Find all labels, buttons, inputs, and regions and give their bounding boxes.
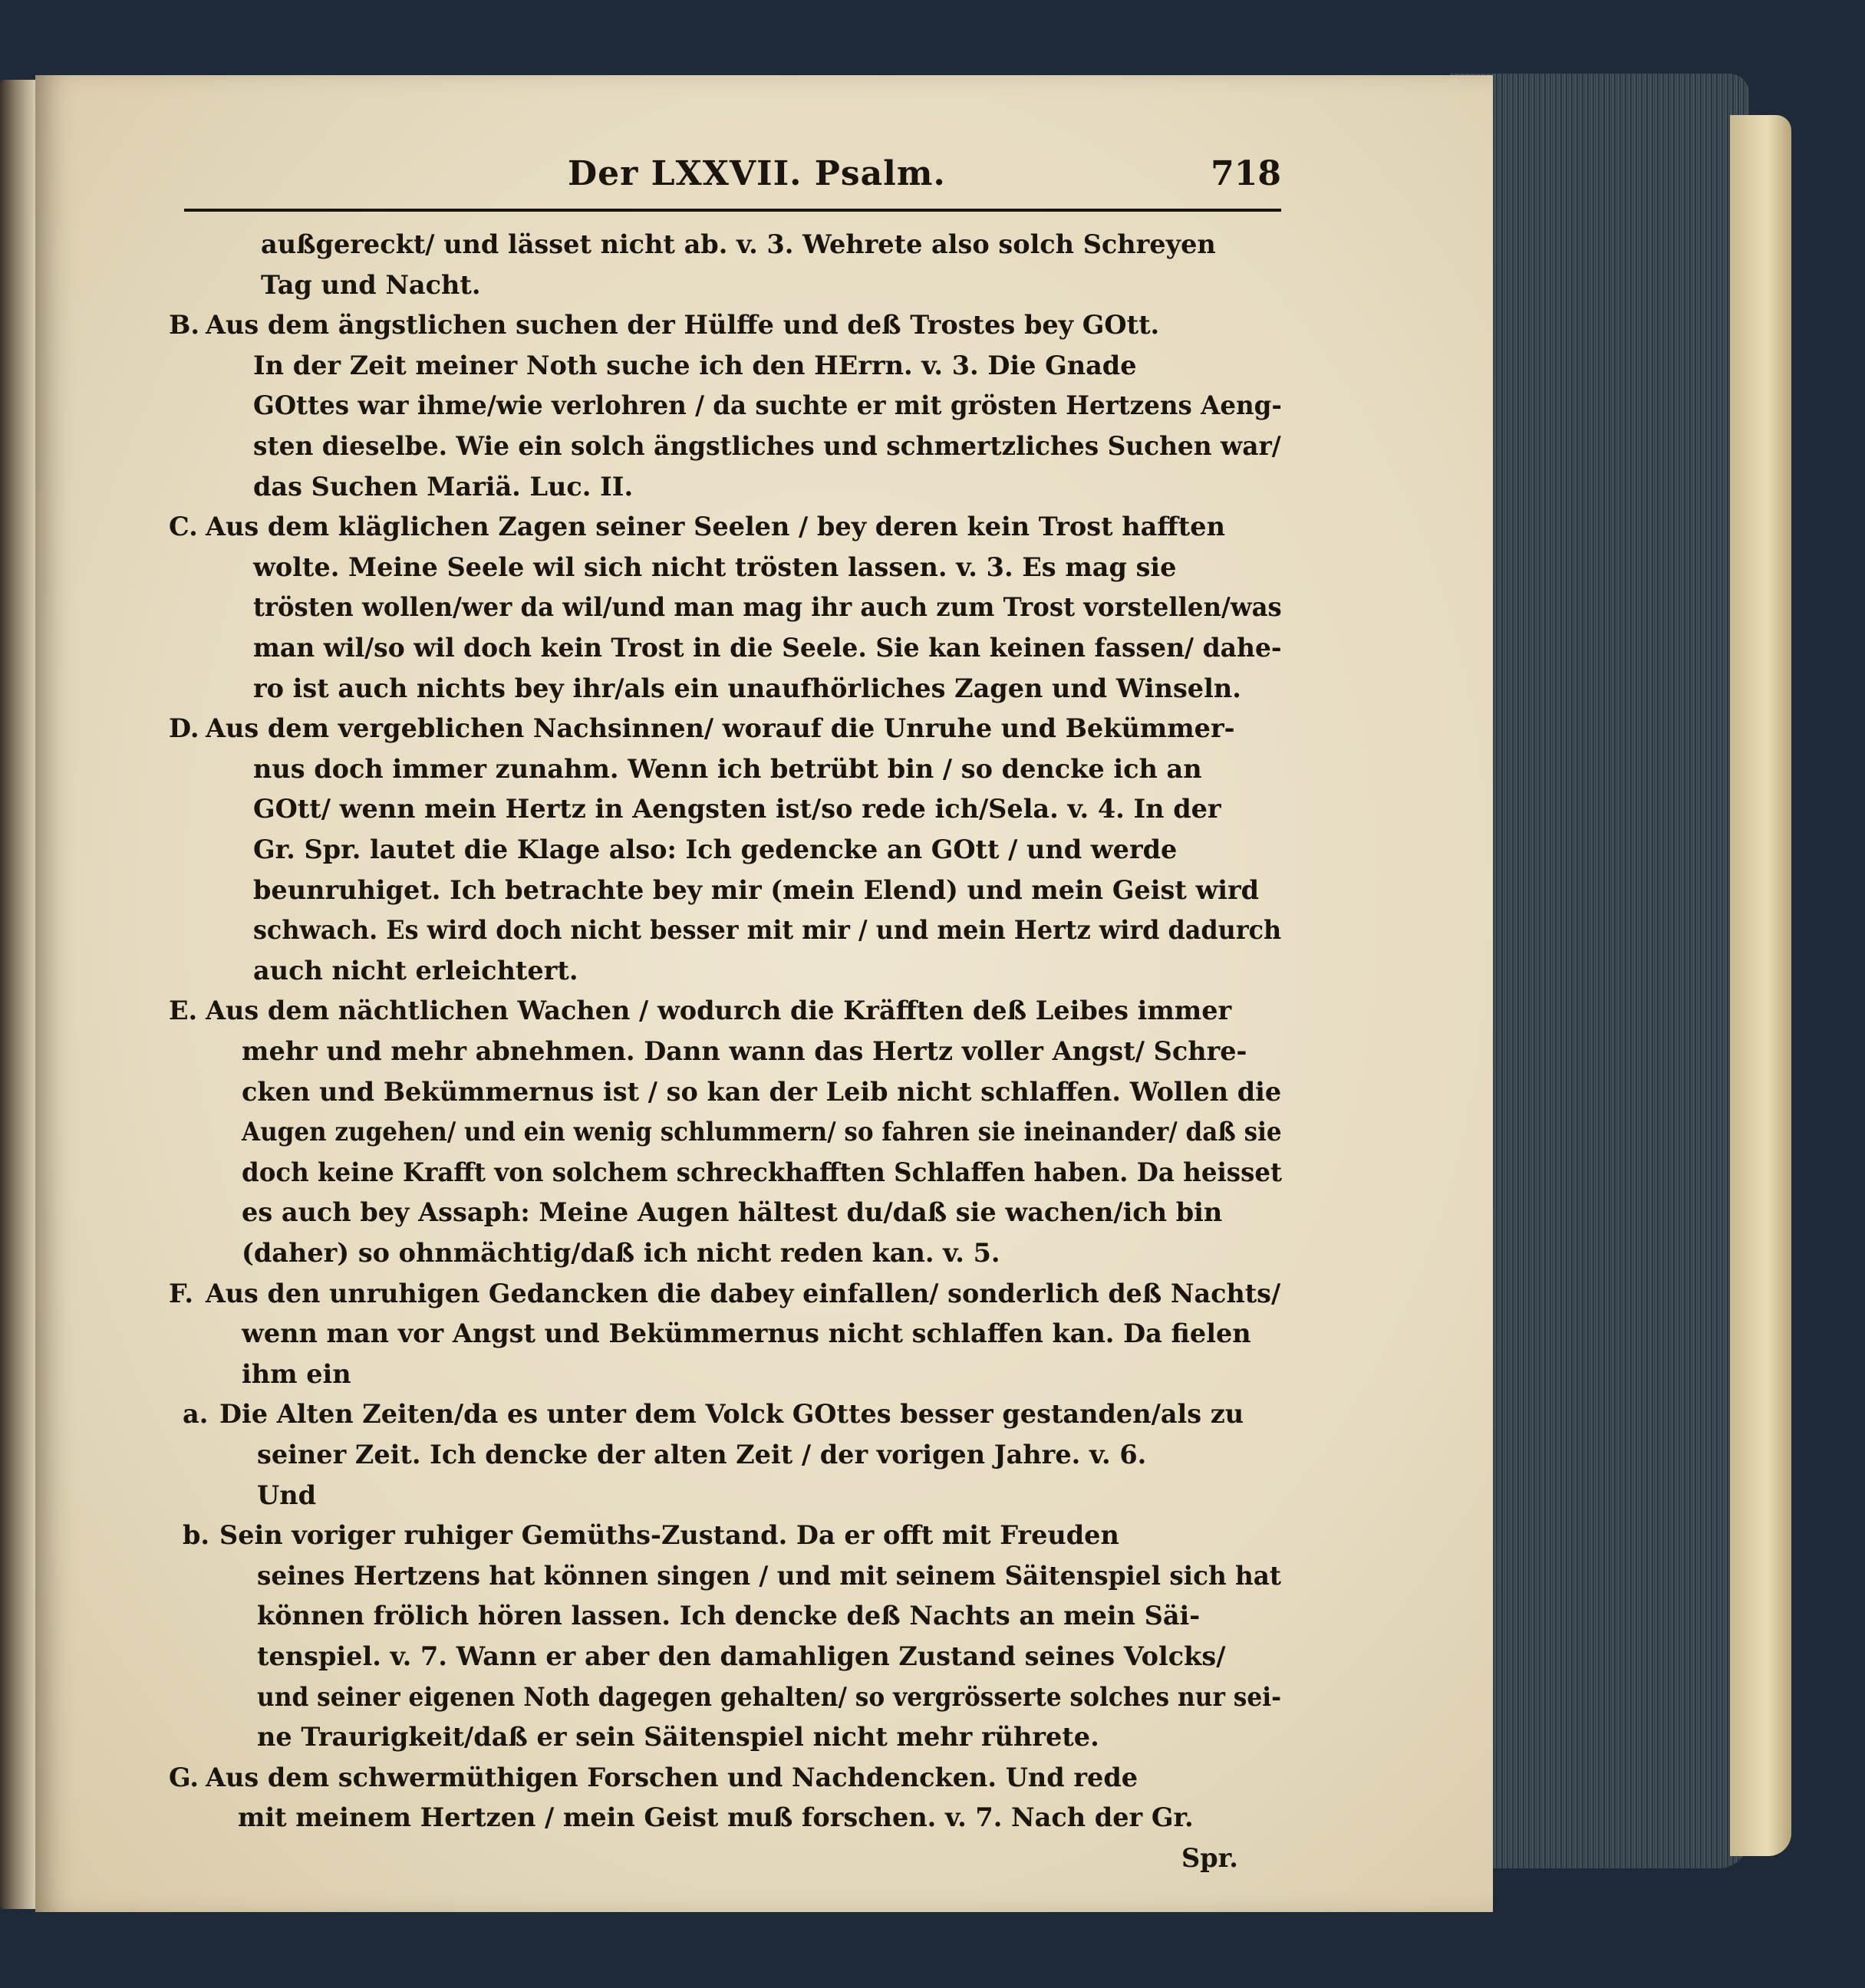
text-line bbox=[169, 1274, 1280, 1314]
text-line bbox=[253, 628, 1282, 668]
text-line bbox=[183, 1394, 1244, 1434]
text-line bbox=[238, 1798, 1194, 1838]
line-text: wenn man vor Angst und Bekümmernus nicht schlaffen kan. Da fielen bbox=[242, 1318, 1251, 1349]
text-line bbox=[261, 265, 481, 305]
text-line bbox=[253, 789, 1221, 829]
line-text: Tag und Nacht. bbox=[261, 269, 481, 300]
text-line bbox=[261, 225, 1216, 265]
line-text: ro ist auch nichts bey ihr/als ein unaufhörliches Zagen und Winseln. bbox=[253, 673, 1241, 703]
text-line bbox=[183, 1516, 1119, 1555]
text-line bbox=[242, 1193, 1222, 1233]
text-line bbox=[253, 588, 1282, 627]
line-text: tenspiel. v. 7. Wann er aber den damahligen Zustand seines Volcks/ bbox=[257, 1641, 1226, 1671]
text-line bbox=[242, 1153, 1282, 1193]
line-text: seines Hertzens hat können singen / und mit seinem Säitenspiel sich hat bbox=[257, 1560, 1281, 1591]
text-line bbox=[253, 951, 578, 991]
section-label: F. bbox=[169, 1278, 193, 1308]
line-text: und seiner eigenen Noth dagegen gehalten/ so vergrösserte solches nur sei- bbox=[257, 1681, 1282, 1712]
line-text: Sein voriger ruhiger Gemüths-Zustand. Da er offt mit Freuden bbox=[219, 1520, 1119, 1551]
text-line bbox=[253, 749, 1202, 789]
text-line bbox=[253, 871, 1259, 910]
line-text: Augen zugehen/ und ein wenig schlummern/ so fahren sie ineinander/ daß sie bbox=[242, 1117, 1282, 1147]
text-line bbox=[169, 991, 1231, 1031]
page-number: 718 bbox=[1211, 154, 1281, 193]
text-line bbox=[242, 1032, 1247, 1071]
line-text: trösten wollen/wer da wil/und man mag ihr auch zum Trost vorstellen/was bbox=[253, 592, 1282, 623]
line-text: außgereckt/ und lässet nicht ab. v. 3. Wehrete also solch Schreyen bbox=[261, 229, 1216, 259]
line-text: Aus dem vergeblichen Nachsinnen/ worauf die Unruhe und Bekümmer- bbox=[206, 713, 1235, 744]
line-text: ihm ein bbox=[242, 1358, 351, 1389]
text-line bbox=[257, 1677, 1281, 1717]
text-line bbox=[242, 1354, 351, 1394]
line-text: es auch bey Assaph: Meine Augen hältest du/daß sie wachen/ich bin bbox=[242, 1197, 1223, 1228]
page-content bbox=[153, 150, 1283, 1873]
line-text: cken und Bekümmernus ist / so kan der Leib nicht schlaffen. Wollen die bbox=[242, 1076, 1282, 1107]
text-line bbox=[257, 1717, 1099, 1757]
line-text: Aus dem ängstlichen suchen der Hülffe und deß Trostes bey GOtt. bbox=[206, 310, 1160, 341]
text-line bbox=[169, 305, 1159, 345]
line-text: können frölich hören lassen. Ich dencke deß Nachts an mein Säi- bbox=[257, 1601, 1201, 1631]
text-line bbox=[257, 1596, 1200, 1636]
text-line bbox=[253, 910, 1281, 950]
line-text: schwach. Es wird doch nicht besser mit mir / und mein Hertz wird dadurch bbox=[253, 915, 1282, 946]
line-text: wolte. Meine Seele wil sich nicht trösten lassen. v. 3. Es mag sie bbox=[253, 551, 1177, 582]
text-line bbox=[253, 669, 1241, 709]
text-line bbox=[169, 709, 1235, 749]
line-text: Aus dem schwermüthigen Forschen und Nachdencken. Und rede bbox=[206, 1762, 1138, 1792]
text-line bbox=[257, 1637, 1225, 1677]
text-line bbox=[242, 1072, 1281, 1112]
section-label: b. bbox=[183, 1520, 210, 1551]
line-text: Spr. bbox=[1181, 1843, 1238, 1873]
text-line bbox=[1181, 1838, 1238, 1878]
section-label: E. bbox=[169, 996, 198, 1026]
line-text: Die Alten Zeiten/da es unter dem Volck GOttes besser gestanden/als zu bbox=[219, 1399, 1244, 1430]
line-text: mehr und mehr abnehmen. Dann wann das Hertz voller Angst/ Schre- bbox=[242, 1036, 1247, 1066]
text-line bbox=[253, 548, 1176, 588]
line-text: auch nicht erleichtert. bbox=[253, 955, 578, 986]
line-text: GOttes war ihme/wie verlohren / da suchte er mit grösten Hertzens Aeng- bbox=[253, 390, 1282, 421]
line-text: Aus dem nächtlichen Wachen / wodurch die Kräfften deß Leibes immer bbox=[206, 996, 1232, 1026]
page-header bbox=[184, 150, 1281, 203]
text-line bbox=[253, 830, 1177, 870]
book-cover-edge bbox=[1730, 115, 1791, 1856]
text-line bbox=[253, 346, 1137, 386]
text-line bbox=[253, 467, 633, 507]
text-line bbox=[169, 1758, 1138, 1798]
section-label: a. bbox=[183, 1399, 209, 1430]
line-text: beunruhiget. Ich betrachte bey mir (mein Elend) und mein Geist wird bbox=[253, 874, 1260, 905]
line-text: Aus den unruhigen Gedancken die dabey einfallen/ sonderlich deß Nachts/ bbox=[205, 1278, 1281, 1308]
line-text: Aus dem kläglichen Zagen seiner Seelen / bey deren kein Trost hafften bbox=[206, 512, 1225, 542]
line-text: Gr. Spr. lautet die Klage also: Ich gedencke an GOtt / und werde bbox=[253, 834, 1178, 864]
line-text: seiner Zeit. Ich dencke der alten Zeit / der vorigen Jahre. v. 6. bbox=[257, 1440, 1147, 1470]
line-text: doch keine Krafft von solchem schreckhafften Schlaffen haben. Da heisset bbox=[242, 1157, 1283, 1187]
text-line bbox=[242, 1112, 1282, 1152]
text-line bbox=[257, 1435, 1146, 1475]
text-line bbox=[253, 426, 1281, 466]
line-text: sten dieselbe. Wie ein solch ängstliches und schmertzliches Suchen war/ bbox=[253, 431, 1281, 461]
header-rule bbox=[184, 209, 1281, 212]
text-line bbox=[257, 1556, 1281, 1596]
line-text: man wil/so wil doch kein Trost in die Seele. Sie kan keinen fassen/ dahe- bbox=[253, 633, 1282, 663]
line-text: ne Traurigkeit/daß er sein Säitenspiel nicht mehr rührete. bbox=[257, 1722, 1099, 1753]
section-label: D. bbox=[169, 713, 199, 744]
line-text: das Suchen Mariä. Luc. II. bbox=[253, 471, 634, 502]
text-line bbox=[257, 1476, 316, 1516]
text-line bbox=[242, 1233, 1000, 1273]
running-title: Der LXXVII. Psalm. bbox=[568, 154, 946, 193]
book-page-edges bbox=[1450, 74, 1749, 1868]
line-text: Und bbox=[257, 1479, 316, 1510]
line-text: mit meinem Hertzen / mein Geist muß forschen. v. 7. Nach der Gr. bbox=[238, 1802, 1194, 1833]
section-label: G. bbox=[169, 1762, 199, 1792]
text-line bbox=[169, 507, 1225, 547]
text-line bbox=[242, 1314, 1251, 1354]
section-label: C. bbox=[169, 512, 198, 542]
line-text: In der Zeit meiner Noth suche ich den HErrn. v. 3. Die Gnade bbox=[253, 350, 1137, 380]
text-line bbox=[253, 386, 1282, 426]
line-text: GOtt/ wenn mein Hertz in Aengsten ist/so rede ich/Sela. v. 4. In der bbox=[253, 794, 1221, 824]
section-label: B. bbox=[169, 310, 199, 341]
line-text: nus doch immer zunahm. Wenn ich betrübt bin / so dencke ich an bbox=[253, 753, 1202, 784]
line-text: (daher) so ohnmächtig/daß ich nicht reden kan. v. 5. bbox=[242, 1238, 1000, 1268]
